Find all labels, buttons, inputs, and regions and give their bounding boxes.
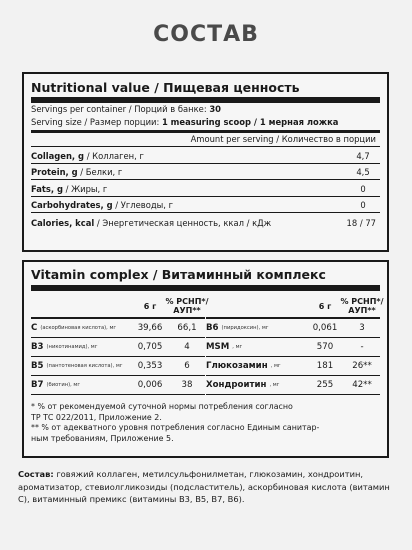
vitamin-unit-note: , мг bbox=[269, 382, 280, 388]
nutrient-value: 4,5 bbox=[356, 167, 370, 177]
vitamin-complex-panel bbox=[22, 260, 389, 458]
nutrient-label bbox=[31, 184, 107, 194]
servings-label: Servings per container / Порций в банке: bbox=[31, 104, 210, 114]
nutrition-row bbox=[31, 180, 380, 197]
vitamin-unit-note: (пантотеновая кислота), мг bbox=[46, 363, 123, 369]
servings-per-container bbox=[31, 103, 380, 116]
col-header-rsnp bbox=[165, 295, 209, 319]
col-rsnp-line2: АУП** bbox=[348, 306, 376, 315]
footnote-2b: ным требованиям, Приложение 5. bbox=[31, 433, 174, 443]
nutrient-name: Protein, g bbox=[31, 167, 78, 177]
vitamin-table-right bbox=[206, 295, 384, 395]
serving-size-value: 1 measuring scoop / 1 мерная ложка bbox=[161, 116, 339, 127]
vitamin-name: B6 bbox=[206, 323, 219, 333]
col-rsnp-line2: АУП** bbox=[173, 306, 201, 315]
nutrient-unit: / Энергетическая ценность, ккал / кДж bbox=[94, 217, 272, 228]
composition-label: Состав: bbox=[18, 469, 54, 479]
serving-size-label: Serving size / Размер порции: bbox=[31, 116, 162, 127]
vitamin-amount: 0,353 bbox=[131, 357, 169, 376]
amount-per-serving-header: Amount per serving / Количество в порции bbox=[31, 133, 380, 147]
footnote-1a: * % от рекомендуемой суточной нормы потребления согласно bbox=[31, 402, 293, 411]
vitamin-pct: - bbox=[344, 338, 380, 357]
col-header-name bbox=[206, 295, 306, 319]
nutrition-row bbox=[31, 197, 380, 214]
vitamin-name-cell bbox=[206, 319, 306, 338]
col-amount-label: 6 г bbox=[318, 301, 332, 311]
vitamin-heading: Vitamin complex / Витаминный комплекс bbox=[31, 267, 326, 282]
vitamin-unit-note: (биотин), мг bbox=[46, 382, 81, 388]
vitamin-name-cell bbox=[206, 338, 306, 357]
vitamin-pct: 42** bbox=[344, 376, 380, 395]
vitamin-name: MSM bbox=[206, 342, 230, 352]
nutrient-label bbox=[31, 151, 144, 161]
nutrient-value: 0 bbox=[360, 200, 366, 210]
col-header-amount bbox=[131, 295, 169, 319]
vitamin-unit-note: , мг bbox=[232, 344, 243, 350]
vitamin-amount: 0,006 bbox=[131, 376, 169, 395]
vitamin-name: Хондроитин bbox=[206, 380, 267, 390]
nutrient-name: Fats, g bbox=[31, 183, 63, 194]
footnote-1b: ТР ТС 022/2011, Приложение 2. bbox=[31, 412, 162, 422]
vitamin-unit-note: , мг bbox=[270, 363, 281, 369]
servings-value: 30 bbox=[209, 104, 221, 114]
nutrient-unit: / Коллаген, г bbox=[84, 150, 144, 161]
nutrient-value: 4,7 bbox=[356, 150, 370, 161]
vitamin-name-cell bbox=[206, 376, 306, 395]
vitamin-grid-left bbox=[31, 295, 209, 395]
col-header-rsnp bbox=[340, 295, 384, 319]
vitamin-pct: 66,1 bbox=[169, 319, 205, 338]
vitamin-pct: 3 bbox=[344, 319, 380, 338]
nutrient-label bbox=[31, 200, 173, 210]
col-amount-label: 6 г bbox=[143, 301, 157, 311]
nutrient-label bbox=[31, 218, 271, 228]
vitamin-unit-note: (пиридоксин), мг bbox=[221, 325, 269, 331]
col-rsnp-line1: % РСНП*/ bbox=[340, 297, 384, 306]
nutrient-name: Calories, kcal bbox=[31, 217, 95, 228]
footnote-2a: ** % от адекватного уровня потребления согласно Единым санитар- bbox=[31, 423, 320, 432]
nutrition-heading: Nutritional value / Пищевая ценность bbox=[31, 80, 300, 95]
nutrition-row bbox=[31, 164, 380, 181]
vitamin-name: B5 bbox=[31, 361, 44, 371]
vitamin-name-cell bbox=[31, 319, 131, 338]
vitamin-footnotes bbox=[31, 402, 380, 444]
nutrient-label bbox=[31, 167, 122, 177]
nutrition-header bbox=[31, 80, 380, 103]
vitamin-name-cell bbox=[31, 357, 131, 376]
vitamin-pct: 4 bbox=[169, 338, 205, 357]
col-header-name bbox=[31, 295, 131, 319]
nutrient-unit: / Жиры, г bbox=[62, 183, 108, 194]
vitamin-amount: 0,061 bbox=[306, 319, 344, 338]
vitamin-columns bbox=[31, 295, 384, 395]
page-title: СОСТАВ bbox=[153, 22, 259, 47]
vitamin-table-left bbox=[31, 295, 209, 395]
nutrient-unit: / Углеводы, г bbox=[112, 200, 173, 210]
vitamin-amount: 570 bbox=[306, 338, 344, 357]
vitamin-name-cell bbox=[31, 338, 131, 357]
col-header-amount bbox=[306, 295, 344, 319]
vitamin-pct: 6 bbox=[169, 357, 205, 376]
vitamin-name: B3 bbox=[31, 342, 44, 352]
vitamin-name: B7 bbox=[31, 380, 44, 390]
nutrient-unit: / Белки, г bbox=[77, 167, 123, 177]
vitamin-name: C bbox=[31, 323, 38, 333]
vitamin-unit-note: (никотинамид), мг bbox=[46, 344, 98, 350]
nutrient-value: 18 / 77 bbox=[346, 217, 376, 228]
vitamin-name: Глюкозамин bbox=[206, 361, 268, 371]
nutrition-facts-panel bbox=[22, 72, 389, 252]
nutrient-name: Collagen, g bbox=[31, 150, 85, 161]
nutrition-row bbox=[31, 147, 380, 164]
vitamin-amount: 39,66 bbox=[131, 319, 169, 338]
nutrition-rows bbox=[31, 147, 380, 230]
nutrition-row bbox=[31, 213, 380, 230]
vitamin-amount: 181 bbox=[306, 357, 344, 376]
composition-text bbox=[18, 468, 398, 506]
vitamin-header bbox=[31, 267, 380, 291]
nutrient-name: Carbohydrates, g bbox=[31, 200, 113, 210]
col-rsnp-line1: % РСНП*/ bbox=[165, 297, 209, 306]
serving-size bbox=[31, 116, 380, 129]
composition-ingredients: говяжий коллаген, метилсульфонилметан, глюкозамин, хондроитин, ароматизатор, стевиолгликозиды (подсластитель), аскорбиновая кислота (витамин С), витаминный премикс (витамины B3, B5, B7, B6). bbox=[18, 469, 390, 505]
vitamin-pct: 26** bbox=[344, 357, 380, 376]
vitamin-name-cell bbox=[31, 376, 131, 395]
nutrient-value: 0 bbox=[360, 183, 366, 194]
vitamin-grid-right bbox=[206, 295, 384, 395]
vitamin-amount: 0,705 bbox=[131, 338, 169, 357]
vitamin-name-cell bbox=[206, 357, 306, 376]
vitamin-amount: 255 bbox=[306, 376, 344, 395]
vitamin-pct: 38 bbox=[169, 376, 205, 395]
vitamin-unit-note: (аскорбиновая кислота), мг bbox=[40, 325, 117, 331]
